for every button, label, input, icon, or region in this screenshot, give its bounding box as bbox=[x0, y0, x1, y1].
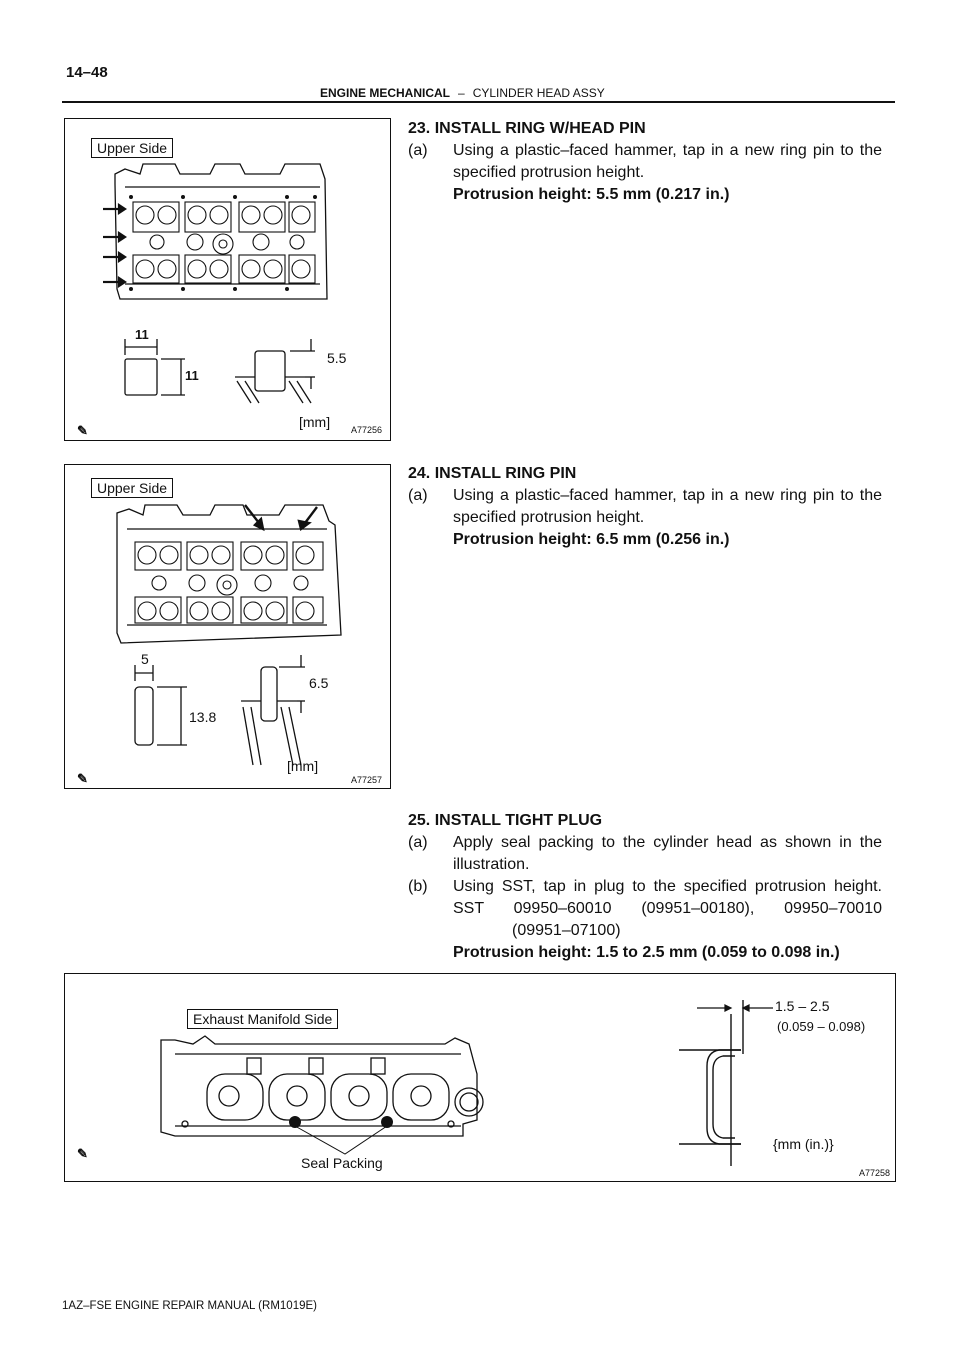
fig1-dim-width: 11 bbox=[135, 327, 149, 342]
step-25-spec: Protrusion height: 1.5 to 2.5 mm (0.059 to 0.098 in.) bbox=[453, 944, 840, 961]
figure-tight-plug bbox=[64, 973, 896, 1182]
page-number: 14–48 bbox=[66, 64, 108, 81]
fig2-dim-protrusion: 6.5 bbox=[309, 675, 329, 691]
step-24-a-marker: (a) bbox=[408, 487, 428, 504]
step-23 bbox=[408, 118, 896, 206]
pencil-mark-icon: ✎ bbox=[77, 771, 88, 786]
header-topic: CYLINDER HEAD ASSY bbox=[472, 86, 605, 100]
step-24 bbox=[408, 463, 896, 551]
step-25-a-marker: (a) bbox=[408, 834, 428, 851]
cylinder-head-drawing-2 bbox=[65, 465, 389, 787]
cylinder-head-side-drawing bbox=[65, 974, 894, 1180]
fig1-unit: [mm] bbox=[299, 414, 331, 430]
step-24-a-line1: Using a plastic–faced hammer, tap in a new ring pin to the bbox=[453, 487, 882, 504]
step-24-a-line2: specified protrusion height. bbox=[453, 509, 645, 526]
fig2-unit: [mm] bbox=[287, 758, 319, 774]
figure-ring-head-pin bbox=[64, 118, 391, 441]
step-25 bbox=[408, 810, 896, 964]
fig1-label-upper-side: Upper Side bbox=[91, 138, 173, 158]
step-23-a-line1: Using a plastic–faced hammer, tap in a new ring pin to the bbox=[453, 142, 882, 159]
step-25-a-line2: illustration. bbox=[453, 856, 530, 873]
step-23-spec: Protrusion height: 5.5 mm (0.217 in.) bbox=[453, 186, 730, 203]
page-header bbox=[320, 86, 605, 100]
step-25-b-marker: (b) bbox=[408, 878, 428, 895]
fig2-dim-height: 13.8 bbox=[189, 709, 217, 725]
fig3-dim-mm: 1.5 – 2.5 bbox=[775, 998, 830, 1014]
step-25-b-line1: Using SST, tap in plug to the specified protrusion height. bbox=[453, 878, 882, 895]
step-25-title: 25. INSTALL TIGHT PLUG bbox=[408, 812, 603, 829]
fig2-label-upper-side: Upper Side bbox=[91, 478, 173, 498]
fig1-id: A77256 bbox=[351, 425, 383, 435]
fig3-label-exhaust-side: Exhaust Manifold Side bbox=[187, 1009, 338, 1029]
fig3-seal-packing-callout: Seal Packing bbox=[301, 1155, 383, 1171]
fig1-dim-protrusion: 5.5 bbox=[327, 350, 347, 366]
page-footer: 1AZ–FSE ENGINE REPAIR MANUAL (RM1019E) bbox=[62, 1300, 317, 1312]
header-rule bbox=[62, 101, 895, 103]
pencil-mark-icon: ✎ bbox=[77, 1146, 88, 1161]
pencil-mark-icon: ✎ bbox=[77, 423, 88, 438]
cylinder-head-drawing bbox=[65, 119, 389, 439]
step-25-sst-line2: (09951–07100) bbox=[512, 922, 621, 939]
fig1-dim-height: 11 bbox=[185, 368, 199, 383]
fig3-dim-in: (0.059 – 0.098) bbox=[777, 1019, 866, 1034]
step-25-sst-line1: SST 09950–60010 (09951–00180), 09950–70010 bbox=[453, 900, 882, 917]
figure-ring-pin bbox=[64, 464, 391, 789]
step-24-spec: Protrusion height: 6.5 mm (0.256 in.) bbox=[453, 531, 730, 548]
fig3-id: A77258 bbox=[859, 1168, 891, 1178]
step-24-title: 24. INSTALL RING PIN bbox=[408, 465, 577, 482]
step-25-a-line1: Apply seal packing to the cylinder head as shown in the bbox=[453, 834, 882, 851]
header-section: ENGINE MECHANICAL bbox=[320, 86, 451, 100]
fig2-id: A77257 bbox=[351, 775, 383, 785]
fig3-unit: {mm (in.)} bbox=[773, 1136, 834, 1152]
step-23-a-marker: (a) bbox=[408, 142, 428, 159]
step-23-a-line2: specified protrusion height. bbox=[453, 164, 645, 181]
header-separator: – bbox=[458, 86, 465, 100]
fig2-dim-width: 5 bbox=[141, 651, 149, 667]
step-23-title: 23. INSTALL RING W/HEAD PIN bbox=[408, 120, 646, 137]
